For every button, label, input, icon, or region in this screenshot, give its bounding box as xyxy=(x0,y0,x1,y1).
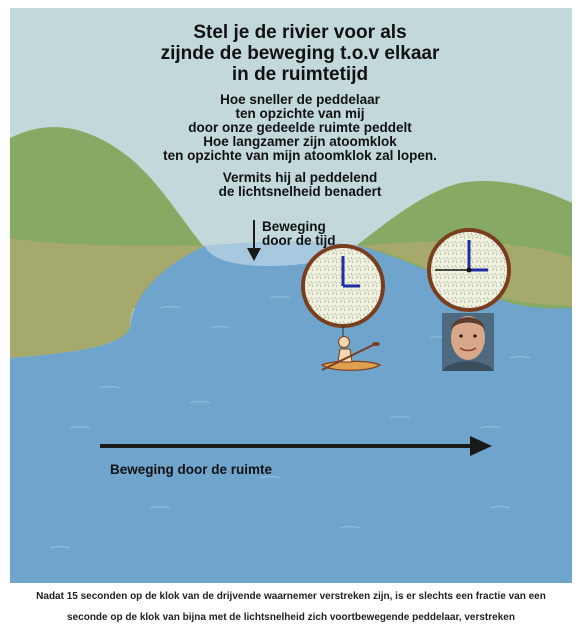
time-arrow-label xyxy=(262,220,382,248)
caption-line: Nadat 15 seconden op de klok van de drijvende waarnemer verstreken zijn, is er slechts een fractie van een xyxy=(36,591,546,602)
floating-observer xyxy=(442,313,494,371)
explanation-line: ten opzichte van mijn atoomklok zal lopen. xyxy=(163,148,437,163)
time-label-line: door de tijd xyxy=(262,233,336,248)
lightspeed-text xyxy=(160,171,440,199)
caption-line: seconde op de klok van bijna met de lichtsnelheid zich voortbewegende peddelaar, verstreken xyxy=(67,612,515,623)
title-line: zijnde de beweging t.o.v elkaar xyxy=(160,43,440,64)
explanation-line: Hoe sneller de peddelaar xyxy=(220,92,380,107)
explanation-line: Hoe langzamer zijn atoomklok xyxy=(203,134,397,149)
diagram-title xyxy=(100,22,500,85)
observer-clock xyxy=(429,230,509,310)
caption xyxy=(10,586,572,628)
explanation-line: door onze gedeelde ruimte peddelt xyxy=(188,120,412,135)
lightspeed-line: de lichtsnelheid benadert xyxy=(218,184,382,199)
explanation-line: ten opzichte van mij xyxy=(235,106,365,121)
time-label-line: Beweging xyxy=(262,219,326,234)
explanation-text xyxy=(130,93,470,163)
lightspeed-line: Vermits hij al peddelend xyxy=(222,170,378,185)
river-illustration xyxy=(10,8,572,583)
space-arrow-label: Beweging door de ruimte xyxy=(110,462,273,477)
title-line: in de ruimtetijd xyxy=(231,64,369,85)
title-line: Stel je de rivier voor als xyxy=(193,22,407,43)
